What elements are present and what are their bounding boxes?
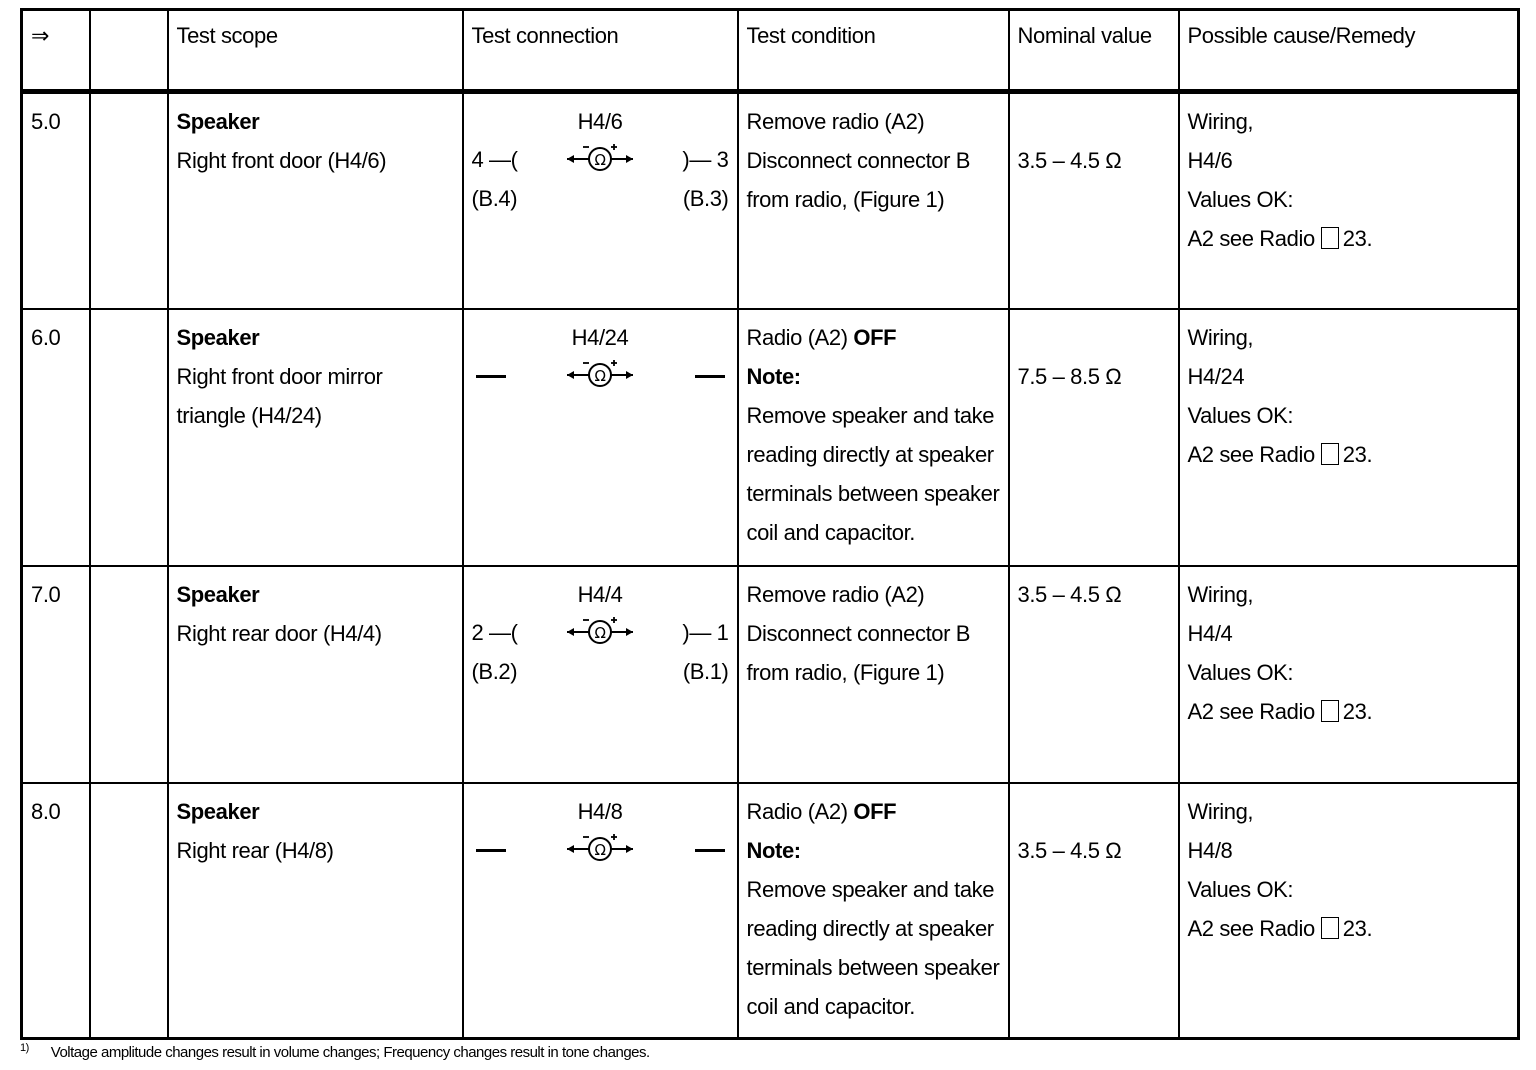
- condition-line: coil and capacitor.: [746, 993, 916, 1019]
- table-row: [22, 309, 1519, 566]
- header-nominal-value: Nominal value: [1009, 10, 1179, 92]
- right-pin: )— 1: [682, 619, 729, 645]
- remedy-line: H4/8: [1187, 837, 1233, 863]
- page-ref-box-icon: [1321, 227, 1339, 249]
- right-probe-lead: [695, 849, 725, 852]
- footnote-mark: 1): [20, 1042, 29, 1054]
- header-blank: [90, 10, 168, 92]
- remedy-line: Values OK:: [1187, 659, 1294, 685]
- scope-line: Right rear door (H4/4): [176, 620, 382, 646]
- connection-diagram: [472, 792, 729, 932]
- connector-label: H4/8: [577, 798, 623, 824]
- condition-off: OFF: [853, 798, 897, 824]
- cause-remedy-cell: [1179, 309, 1519, 566]
- test-condition-cell: [738, 566, 1009, 783]
- nominal-value: 3.5 – 4.5 Ω: [1017, 148, 1122, 173]
- left-pin-ref: (B.2): [471, 658, 518, 684]
- test-connection-cell: [463, 309, 738, 566]
- condition-line: Remove radio (A2): [746, 581, 925, 607]
- condition-line: [747, 318, 1000, 357]
- remedy-reference: [1188, 692, 1510, 731]
- connector-label: H4/4: [577, 581, 623, 607]
- condition-text: Radio (A2): [746, 324, 854, 350]
- connector-label: H4/24: [571, 324, 629, 350]
- step-number: 5.0: [22, 92, 90, 309]
- remedy-line: H4/6: [1187, 148, 1233, 173]
- test-condition-cell: [738, 309, 1009, 566]
- header-test-connection: Test connection: [463, 10, 738, 92]
- header-test-condition: Test condition: [738, 10, 1009, 92]
- remedy-line: Wiring,: [1187, 581, 1254, 607]
- remedy-ref-text: A2 see Radio: [1187, 698, 1315, 724]
- condition-off: OFF: [853, 324, 897, 350]
- step-number: 6.0: [22, 309, 90, 566]
- connection-diagram: [472, 102, 729, 242]
- header-test-scope: Test scope: [168, 10, 463, 92]
- condition-line: reading directly at speaker: [746, 441, 994, 467]
- test-condition-cell: [738, 783, 1009, 1039]
- condition-line: Remove speaker and take: [746, 876, 995, 902]
- ohm-symbol: Ω: [594, 840, 606, 859]
- ohmmeter-icon: [565, 830, 635, 866]
- condition-line: [747, 792, 1000, 831]
- scope-title: Speaker: [176, 109, 260, 134]
- nominal-value: 7.5 – 8.5 Ω: [1017, 363, 1122, 389]
- remedy-line: Values OK:: [1187, 876, 1294, 902]
- table-row: [22, 92, 1519, 309]
- table-header-row: [22, 10, 1519, 92]
- nominal-value-cell: [1009, 566, 1179, 783]
- test-connection-cell: [463, 783, 738, 1039]
- remedy-line: Values OK:: [1187, 402, 1294, 428]
- remedy-line: Wiring,: [1187, 798, 1254, 824]
- scope-title: Speaker: [176, 581, 260, 607]
- test-scope-cell: [168, 566, 463, 783]
- left-pin: 2 —(: [471, 619, 518, 645]
- nominal-value: 3.5 – 4.5 Ω: [1017, 837, 1122, 863]
- scope-line: Right front door mirror: [176, 363, 383, 389]
- right-probe-lead: [695, 375, 725, 378]
- nominal-value-cell: [1009, 92, 1179, 309]
- right-pin-ref: (B.3): [682, 186, 729, 211]
- table-row: [22, 566, 1519, 783]
- remedy-line: Wiring,: [1187, 324, 1254, 350]
- condition-line: Remove speaker and take: [746, 402, 995, 428]
- remedy-reference: [1188, 435, 1510, 474]
- test-connection-cell: [463, 566, 738, 783]
- test-table: [20, 8, 1520, 1040]
- scope-line: Right front door (H4/6): [176, 148, 387, 173]
- left-probe-lead: [476, 849, 506, 852]
- remedy-reference: [1188, 219, 1510, 258]
- right-pin-ref: (B.1): [682, 658, 729, 684]
- blank-cell: [90, 566, 168, 783]
- ohm-symbol: Ω: [594, 366, 606, 385]
- cause-remedy-cell: [1179, 92, 1519, 309]
- remedy-line: H4/24: [1187, 363, 1245, 389]
- ohm-symbol: Ω: [594, 151, 606, 169]
- left-pin: 4 —(: [471, 147, 518, 172]
- page-ref-box-icon: [1321, 917, 1339, 939]
- remedy-ref-page: 23.: [1342, 698, 1373, 724]
- condition-line: terminals between speaker: [746, 480, 1000, 506]
- connection-diagram: [472, 575, 729, 715]
- header-cause-remedy: Possible cause/Remedy: [1179, 10, 1519, 92]
- remedy-ref-page: 23.: [1342, 915, 1373, 941]
- nominal-value-cell: [1009, 783, 1179, 1039]
- cause-remedy-cell: [1179, 783, 1519, 1039]
- remedy-line: H4/4: [1187, 620, 1233, 646]
- footnote: [20, 1042, 650, 1061]
- connector-label: H4/6: [577, 109, 623, 134]
- left-probe-lead: [476, 375, 506, 378]
- ohmmeter-icon: [565, 140, 635, 176]
- condition-line: Disconnect connector B: [746, 148, 971, 173]
- test-connection-cell: [463, 92, 738, 309]
- condition-line: Remove radio (A2): [746, 109, 925, 134]
- footnote-text: Voltage amplitude changes result in volume changes; Frequency changes result in tone changes.: [50, 1044, 650, 1061]
- test-condition-cell: [738, 92, 1009, 309]
- remedy-ref-page: 23.: [1342, 226, 1373, 251]
- scope-line: triangle (H4/24): [176, 402, 322, 428]
- remedy-ref-text: A2 see Radio: [1187, 226, 1315, 251]
- condition-text: Radio (A2): [746, 798, 854, 824]
- blank-cell: [90, 309, 168, 566]
- remedy-line: Values OK:: [1187, 187, 1294, 212]
- condition-line: coil and capacitor.: [746, 519, 916, 545]
- remedy-ref-text: A2 see Radio: [1187, 915, 1315, 941]
- condition-note: Note:: [746, 363, 801, 389]
- remedy-ref-text: A2 see Radio: [1187, 441, 1315, 467]
- condition-note: Note:: [746, 837, 801, 863]
- test-scope-cell: [168, 309, 463, 566]
- header-arrow-icon: ⇒: [22, 10, 90, 92]
- ohmmeter-icon: [565, 613, 635, 649]
- ohm-symbol: Ω: [594, 623, 606, 642]
- right-pin: )— 3: [682, 147, 729, 172]
- step-number: 7.0: [22, 566, 90, 783]
- test-scope-cell: [168, 92, 463, 309]
- table-row: [22, 783, 1519, 1039]
- test-scope-cell: [168, 783, 463, 1039]
- step-number: 8.0: [22, 783, 90, 1039]
- condition-line: from radio, (Figure 1): [746, 659, 945, 685]
- page-ref-box-icon: [1321, 443, 1339, 465]
- left-pin-ref: (B.4): [471, 186, 518, 211]
- page-ref-box-icon: [1321, 700, 1339, 722]
- remedy-line: Wiring,: [1187, 109, 1254, 134]
- nominal-value-cell: [1009, 309, 1179, 566]
- blank-cell: [90, 783, 168, 1039]
- condition-line: reading directly at speaker: [746, 915, 994, 941]
- nominal-value: 3.5 – 4.5 Ω: [1017, 581, 1122, 607]
- blank-cell: [90, 92, 168, 309]
- remedy-reference: [1188, 909, 1510, 948]
- scope-title: Speaker: [176, 798, 260, 824]
- cause-remedy-cell: [1179, 566, 1519, 783]
- condition-line: Disconnect connector B: [746, 620, 971, 646]
- scope-line: Right rear (H4/8): [176, 837, 334, 863]
- connection-diagram: [472, 318, 729, 458]
- ohmmeter-icon: [565, 356, 635, 392]
- scope-title: Speaker: [176, 324, 260, 350]
- condition-line: terminals between speaker: [746, 954, 1000, 980]
- remedy-ref-page: 23.: [1342, 441, 1373, 467]
- condition-line: from radio, (Figure 1): [746, 187, 945, 212]
